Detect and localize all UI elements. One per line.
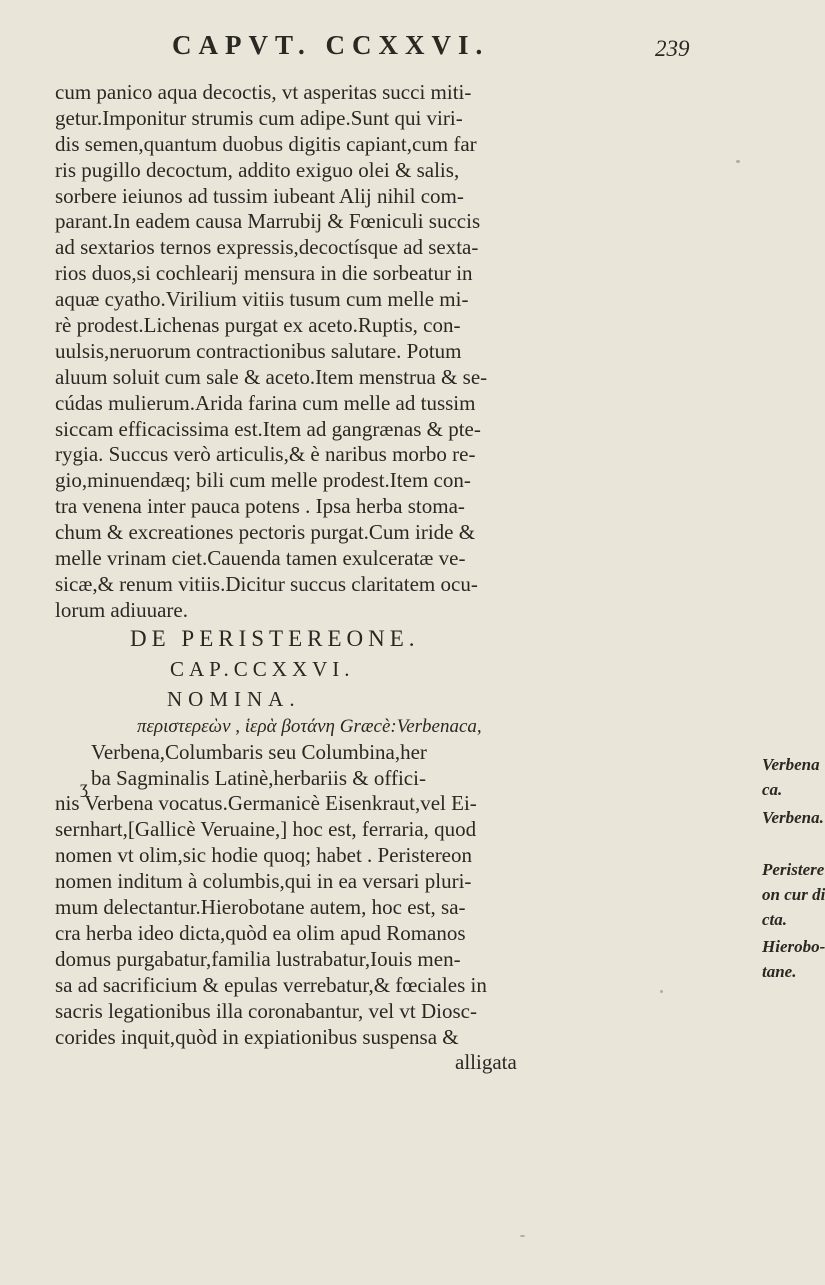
text-line: dis semen,quantum duobus digitis capiant,cum far [55,131,477,156]
text-line: cúdas mulierum.Arida farina cum melle ad tussim [55,390,476,415]
text-line: lorum adiuuare. [55,597,188,622]
paper-speck [660,990,663,993]
margin-note: Verbena. [762,808,824,827]
section-title: DE PERISTEREONE. [130,625,420,651]
margin-note: Hierobo- [762,937,825,956]
page-header [0,28,800,68]
text-line: nomen inditum à columbis,qui in ea versari pluri- [55,869,472,894]
paragraph-mark: ʒ [80,777,88,797]
text-line: cra herba ideo dicta,quòd ea olim apud Romanos [55,920,466,945]
margin-note: Verbena [762,755,820,774]
text-line: sacris legationibus illa coronabantur, vel vt Diosc- [55,998,477,1023]
text-line: rygia. Succus verò articulis,& è naribus morbo re- [55,442,476,467]
margin-note: ca. [762,780,783,799]
margin-note: cta. [762,910,788,929]
greek-names-line: περιστερεὼν , ἱερὰ βοτάνη Græcè:Verbenaca, [137,715,482,737]
text-line: ba Sagminalis Latinè,herbariis & offici- [91,765,426,790]
text-line: sa ad sacrificium & epulas verrebatur,& fœciales in [55,972,487,997]
text-line: cum panico aqua decoctis, vt asperitas succi miti- [55,80,472,104]
text-line: getur.Imponitur strumis cum adipe.Sunt qui viri- [55,105,463,130]
margin-note: Peristere [762,860,825,879]
text-line: siccam efficacissima est.Item ad gangrænas & pte- [55,416,481,441]
text-line: ris pugillo decoctum, addito exiguo olei & salis, [55,157,460,182]
text-line: mum delectantur.Hierobotane autem, hoc est, sa- [55,895,466,920]
text-line: sicæ,& renum vitiis.Dicitur succus claritatem ocu- [55,571,478,596]
chapter-title: CAP.CCXXVI. [170,656,355,681]
paper-speck [736,160,740,163]
page-number: 239 [655,36,690,61]
text-line: domus purgabatur,familia lustrabatur,Iouis men- [55,946,461,971]
text-line: rè prodest.Lichenas purgat ex aceto.Ruptis, con- [55,313,461,338]
text-line: tra venena inter pauca potens . Ipsa herba stoma- [55,494,465,519]
catchword: alligata [455,1050,517,1075]
margin-note: on cur di [762,885,825,904]
text-line: nomen vt olim,sic hodie quoq; habet . Peristereon [55,843,473,868]
body-text [55,80,575,1076]
text-line: gio,minuendæq; bili cum melle prodest.Item con- [55,468,471,493]
text-line: parant.In eadem causa Marrubij & Fœniculi succis [55,209,481,234]
margin-note: tane. [762,962,797,981]
text-line: melle vrinam ciet.Cauenda tamen exulceratæ ve- [55,546,466,571]
text-line: aluum soluit cum sale & aceto.Item menstrua & se- [55,364,488,389]
text-line: ad sextarios ternos expressis,decoctísque ad sexta- [55,235,479,260]
text-line: corides inquit,quòd in expiationibus suspensa & [55,1024,459,1049]
text-line: Verbena,Columbaris seu Columbina,her [91,739,427,764]
nomina-heading: NOMINA. [167,686,301,711]
text-line: chum & excreationes pectoris purgat.Cum iride & [55,520,476,545]
paper-speck [520,1235,525,1237]
text-line: rios duos,si cochlearij mensura in die sorbeatur in [55,261,473,286]
text-line: sernhart,[Gallicè Veruaine,] hoc est, ferraria, quod [55,817,477,842]
text-line: uulsis,neruorum contractionibus salutare. Potum [55,338,462,363]
text-line: aquæ cyatho.Virilium vitiis tusum cum melle mi- [55,287,469,312]
text-line: sorbere ieiunos ad tussim iubeant Alij nihil com- [55,183,464,208]
text-line: nis Verbena vocatus.Germanicè Eisenkraut,vel Ei- [55,791,477,816]
running-head: CAPVT. CCXXVI. [172,30,490,60]
